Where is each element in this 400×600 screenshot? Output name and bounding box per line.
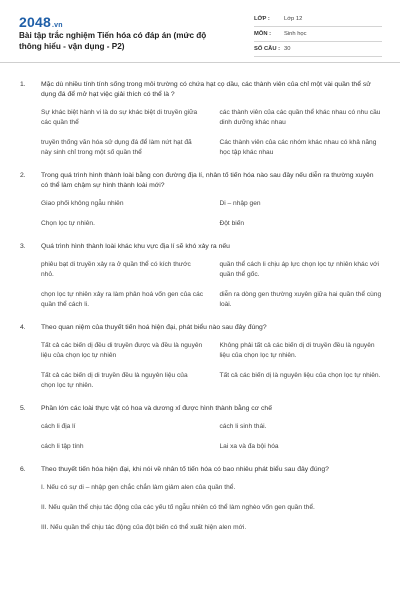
meta-label: SỐ CÂU : bbox=[254, 46, 281, 52]
meta-value: Sinh học bbox=[284, 31, 307, 37]
meta-row-count bbox=[254, 42, 382, 57]
answer-option[interactable]: phiêu bạt di truyền xảy ra ở quần thể có kích thước nhỏ. bbox=[41, 261, 191, 278]
question-text: Theo thuyết tiến hóa hiện đại, khi nói về nhân tố tiến hóa có bao nhiêu phát biểu sau đây đúng? bbox=[41, 466, 329, 473]
logo-suffix: .vn bbox=[51, 22, 63, 29]
answer-option[interactable]: Tất cả các biến dị đều di truyền được và đều là nguyên liệu của chọn lọc tự nhiên bbox=[41, 342, 203, 359]
question-text: Theo quan niệm của thuyết tiến hoá hiện đại, phát biểu nào sau đây đúng? bbox=[41, 324, 267, 331]
page-header bbox=[0, 0, 400, 63]
question-1 bbox=[20, 80, 382, 158]
answer-option[interactable]: Lai xa và đa bội hóa bbox=[219, 443, 279, 450]
question-number: 5. bbox=[20, 405, 26, 412]
logo-text: 2048 bbox=[19, 14, 51, 30]
meta-label: LỚP : bbox=[254, 16, 270, 22]
question-3 bbox=[20, 242, 382, 310]
meta-value: Lớp 12 bbox=[284, 16, 303, 22]
answer-option[interactable]: truyền thống văn hóa sử dụng đá để làm nứt hạt đã này sinh chỉ trong một số quần thể bbox=[41, 139, 192, 156]
answer-option[interactable]: chọn lọc tự nhiên xảy ra làm phân hoá vốn gen của các quần thể cách li. bbox=[41, 291, 204, 308]
meta-label: MÔN : bbox=[254, 31, 272, 37]
question-number: 1. bbox=[20, 81, 26, 88]
question-number: 3. bbox=[20, 243, 26, 250]
answer-option[interactable]: cách li tập tính bbox=[41, 443, 84, 450]
question-5 bbox=[20, 404, 382, 452]
question-number: 4. bbox=[20, 324, 26, 331]
question-2 bbox=[20, 171, 382, 229]
answer-option[interactable]: Giao phối không ngẫu nhiên bbox=[41, 200, 124, 207]
question-number: 2. bbox=[20, 172, 26, 179]
meta-value: 30 bbox=[284, 46, 291, 52]
question-4 bbox=[20, 323, 382, 391]
question-text: Trong quá trình hình thành loài bằng con đường địa lí, nhân tố tiến hóa nào sau đây nếu diễn ra thường xuyên có thể làm chậm sự hình thành loài mới? bbox=[41, 172, 374, 189]
answer-option[interactable]: cách li địa lí bbox=[41, 423, 76, 430]
question-list bbox=[20, 80, 382, 546]
answer-option[interactable]: Không phải tất cả các biến dị di truyền đều là nguyên liệu của chọn lọc tự nhiên. bbox=[219, 342, 375, 359]
answer-option[interactable]: Tất cả các biến dị di truyền đều là nguyên liệu của chọn lọc tự nhiên. bbox=[41, 372, 188, 389]
question-text: Mặc dù nhiều tính tính sống trong môi trường có chứa hạt cọ dầu, các thành viên của chỉ một vài quần thể sử dụng đá để mở hạt việc giải thích có thể là ? bbox=[41, 81, 371, 98]
answer-option[interactable]: Di – nhập gen bbox=[219, 200, 261, 207]
document-title: Bài tập trắc nghiệm Tiến hóa có đáp án (mức độ thông hiểu - vận dụng - P2) bbox=[19, 31, 207, 51]
answer-option[interactable]: Tất cả các biến dị là nguyên liệu của chọn lọc tự nhiên. bbox=[219, 372, 381, 379]
meta-row-subject bbox=[254, 27, 382, 42]
answer-option[interactable]: Sự khác biệt hành vi là do sự khác biệt di truyền giữa các quần thể bbox=[41, 109, 198, 126]
site-logo[interactable] bbox=[19, 14, 63, 30]
question-text: Phần lớn các loài thực vật có hoa và dương xỉ được hình thành bằng cơ chế bbox=[41, 405, 272, 412]
question-6 bbox=[20, 465, 382, 533]
question-number: 6. bbox=[20, 466, 26, 473]
answer-option[interactable]: diễn ra dòng gen thường xuyên giữa hai quần thể cùng loài. bbox=[219, 291, 382, 308]
meta-table bbox=[254, 12, 382, 57]
statement-item: III. Nếu quần thể chịu tác động của đột biến có thể xuất hiện alen mới. bbox=[41, 524, 247, 531]
answer-option[interactable]: Chọn lọc tự nhiên. bbox=[41, 220, 95, 227]
answer-option[interactable]: Các thành viên của các nhóm khác nhau có khả năng học tập khác nhau bbox=[219, 139, 377, 156]
meta-row-class bbox=[254, 12, 382, 27]
question-text: Quá trình hình thành loài khác khu vực địa lí sẽ khó xảy ra nếu bbox=[41, 243, 230, 250]
statement-item: I. Nếu có sự di – nhập gen chắc chắn làm giảm alen của quần thể. bbox=[41, 484, 236, 491]
answer-option[interactable]: các thành viên của các quần thể khác nhau có nhu cầu dinh dưỡng khác nhau bbox=[219, 109, 381, 126]
answer-option[interactable]: cách li sinh thái. bbox=[219, 423, 267, 430]
answer-option[interactable]: quần thể cách li chịu áp lực chọn lọc tự nhiên khác với quần thể gốc. bbox=[219, 261, 379, 278]
answer-option[interactable]: Đột biến bbox=[219, 220, 245, 227]
statement-item: II. Nếu quần thể chịu tác động của các yếu tố ngẫu nhiên có thể làm nghèo vốn gen quần thể. bbox=[41, 504, 315, 511]
